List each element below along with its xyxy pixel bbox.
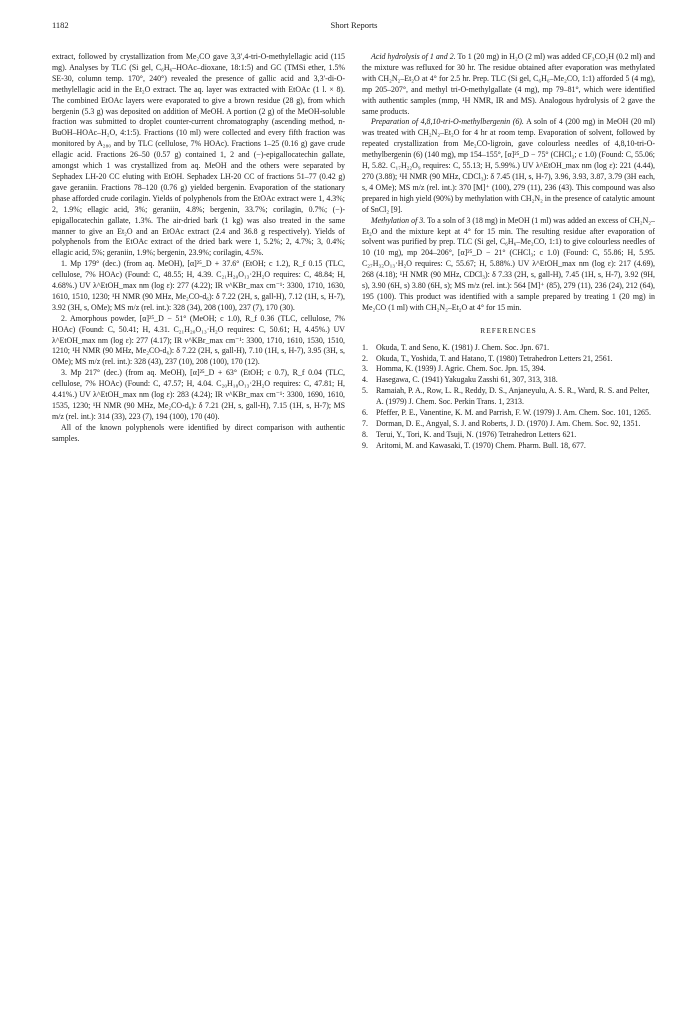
methylation-section (362, 216, 655, 314)
reference-number: 4. (362, 375, 368, 385)
identification-note: All of the known polyphenols were identified by direct comparison with authentic samples. (52, 422, 345, 443)
reference-text: Aritomi, M. and Kawasaki, T. (1970) Chem. Pharm. Bull. 18, 677. (376, 440, 586, 450)
section-text: A soln of 4 (200 mg) in MeOH (20 ml) was treated with CH₂N₂–Et₂O for 4 hr at room temp. Evaporation of solvent, followed by repeated crystallization from Me₂CO-ligroin, gave colourless needles of 4,8,10-tri-O-methylbergenin (6) (140 mg), mp 154–155°, [α]²⁵_D − 75° (CHCl₃; c 1.0) (Found: C, 55.06; H, 5.82. C₁₇H₂₂O₉ requires: C, 55.13; H, 5.99%.) UV λ^EtOH_max nm (log ε): 221 (4.44), 270 (3.88); ¹H NMR (90 MHz, CDCl₃): δ 7.45 (1H, s, H-7), 3.96, 3.93, 3.87, 3.79 (3H each, s, 4 OMe); MS m/z (rel. int.): 370 [M]⁺ (100), 279 (11), 236 (43). This compound was also prepared in high yield (90%) by methylation with CH₂N₂ in the presence of catalytic amount of SnCl₂ [9]. (362, 117, 656, 214)
reference-item (362, 375, 655, 386)
section-text: To a soln of 3 (18 mg) in MeOH (1 ml) was added an excess of CH₂N₂–Et₂O and the mixture kept at 4° for 15 min. The resulting residue after evaporation of solvent was purified by prep. TLC (Si gel, C₆H₆–Me₂CO, 1:1) to give colourless needles of 10 (10 mg), mp 204–206°, [α]²⁵_D − 21° (CHCl₃; c 1.0) (Found: C, 55.86; H, 5.95. C₂₇H₃₂O₁₃·H₂O requires: C, 55.67; H, 5.88%.) UV λ^EtOH_max nm (log ε): 217 (4.69), 268 (4.18); ¹H NMR (90 MHz, CDCl₃): δ 7.33 (2H, s, gall-H), 7.45 (1H, s, H-7), 3.92 (9H, s), 3.90 (6H, s) 3.80 (6H, s); MS m/z (rel. int.): 564 [M]⁺ (85), 279 (11), 236 (24), 212 (64), 195 (100). This product was identified with a sample prepared by treating 1 (20 mg) in Me₂CO (1 ml) with CH₂N₂–Et₂O at 4° for 15 min. (362, 215, 655, 312)
page-header (52, 20, 656, 34)
reference-item (362, 419, 655, 430)
reference-item (362, 441, 655, 452)
reference-item (362, 386, 655, 408)
reference-number: 6. (362, 408, 368, 418)
compound-1-data: 1. Mp 179° (dec.) (from aq. MeOH), [α]²⁵_D + 37.6° (EtOH; c 1.2), R_f 0.15 (TLC, cellulose, 7% HOAc) (Found: C, 48.55; H, 4.39. C₂₁H₂₀O₁₃·2H₂O requires: C, 48.84; H, 4.68%.) UV λ^EtOH_max nm (log ε): 277 (4.22); IR ν^KBr_max cm⁻¹: 3300, 1710, 1630, 1610, 1510, 1230; ¹H NMR (90 MHz, Me₂CO-d₆): δ 7.22 (2H, s, gall-H), 7.12 (1H, s, H-7), 3.92 (3H, s, OMe); MS m/z (rel. int.): 328 (34), 208 (100), 237 (7), 170 (30). (52, 259, 345, 312)
page-number: 1182 (52, 20, 69, 30)
reference-item (362, 343, 655, 354)
reference-number: 7. (362, 419, 368, 428)
reference-item (362, 354, 655, 365)
reference-text: Dorman, D. E., Angyal, S. J. and Roberts, J. D. (1970) J. Am. Chem. Soc. 92, 1351. (376, 419, 641, 428)
reference-item (362, 364, 655, 375)
reference-number: 3. (362, 364, 368, 374)
reference-number: 1. (362, 342, 368, 352)
right-column (362, 52, 655, 452)
reference-number: 2. (362, 353, 368, 363)
reference-text: Terui, Y., Tori, K. and Tsuji, N. (1976) Tetrahedron Letters 621. (376, 429, 577, 439)
reference-text: Homma, K. (1939) J. Agric. Chem. Soc. Jpn. 15, 394. (376, 364, 546, 374)
references-heading: REFERENCES (480, 325, 537, 335)
reference-text: Okuda, T. and Seno, K. (1981) J. Chem. Soc. Jpn. 671. (376, 342, 550, 352)
reference-text: Hasegawa, C. (1941) Yakugaku Zasshi 61, 307, 313, 318. (376, 375, 558, 385)
running-title: Short Reports (330, 20, 378, 30)
experimental-paragraph: extract, followed by crystallization from Me₂CO gave 3,3′,4-tri-O-methylellagic acid (115 mg). Analyses by TLC (Si gel, C₆H₆–HOAc–dioxane, 18:1:5) and GC (TMSi ether, 1.5% SE-30, column temp. 170°, 240°) revealed the presence of gallic acid and 3,3′-di-O-methylellagic acid in the Et₂O extract. The aq. layer was extracted with EtOAc (1 l. × 8). The combined EtOAc layers were evaporated to give a brown residue (28 g), from which bergenin (5.3 g) was deposited on addition of MeOH. A portion (2 g) of the MeOH-soluble fraction was submitted to droplet counter-current chromatography (ascending method, n-BuOH–HOAc–H₂O, 4:1:5). Fractions (10 ml) were collected and every fifth fraction was monitored by A₂₈₀ and by TLC (cellulose, 7% HOAc). Fractions 1–25 (0.16 g) gave crude ellagic acid. Fractions 26–50 (0.57 g) contained 1, 2 and (−)-epigallocatechin gallate, amongst which 1 was crystallized from aq. MeOH and the others were separated by Sephadex LH-20 CC eluting with EtOH. Sephadex LH-20 CC of fractions 51–77 (0.42 g) gave geraniin. Fractions 78–120 (0.76 g) yielded bergenin. Evaporation of the stationary phase afforded crude corilagin. Yields of polyphenols from the EtOAc extract were 1, 4.3%; 2, 1.9%; ellagic acid, 3%; geraniin, 4.8%; bergenin, 33.7%; corilagin, 0.7%; (−)-epigallocatechin gallate, 1.3%. The air-dried bark (1 kg) was also treated in the same manner to give an Et₂O and an EtOAc extract (2.4 and 36.8 g respectively). Yields of polyphenols from the EtOAc extract of the dried bark were 1, 5.2%; 2, 4.7%; 3, 0.4%; ellagic acid, 5%; geraniin, 1.9%; bergenin, 23.9%; corilagin, 4.5%. (52, 52, 345, 258)
reference-number: 9. (362, 440, 368, 450)
section-lead: Preparation of 4,8,10-tri-O-methylbergenin (6). (371, 117, 524, 127)
preparation-section (362, 117, 655, 215)
reference-text: Okuda, T., Yoshida, T. and Hatano, T. (1980) Tetrahedron Letters 21, 2561. (376, 353, 613, 363)
reference-text: Pfeffer, P. E., Vanentine, K. M. and Parrish, F. W. (1979) J. Am. Chem. Soc. 101, 1265. (376, 408, 651, 418)
section-lead: Acid hydrolysis of 1 and 2. (371, 52, 456, 61)
section-text: To 1 (20 mg) in H₂O (2 ml) was added CF₃CO₂H (0.2 ml) and the mixture was refluxed for 30 hr. The residue obtained after evaporation was methylated with CH₂N₂–Et₂O at 4° for 2.5 hr. Prep. TLC (Si gel, C₆H₆–Me₂CO, 1:1) afforded 5 (4 mg), mp 205–207°, and methyl tri-O-methylgallate (4 mg), mp 79–81°, which were identified with authentic samples (mmp, ¹H NMR, IR and MS). Analogous hydrolysis of 2 gave the same products. (362, 52, 655, 116)
reference-list (362, 343, 655, 452)
reference-number: 5. (362, 386, 368, 396)
compound-2-data: 2. Amorphous powder, [α]²⁵_D − 51° (MeOH; c 1.0), R_f 0.36 (TLC, cellulose, 7% HOAc) (Found: C, 50.41; H, 4.31. C₂₁H₂₀O₁₃·H₂O requires: C, 50.61; H, 4.45%.) UV λ^EtOH_max nm (log ε): 277 (4.17); IR ν^KBr_max cm⁻¹: 3300, 1710, 1610, 1530, 1510, 1210; ¹H NMR (90 MHz, Me₂CO-d₆): δ 7.22 (2H, s, gall-H), 7.10 (1H, s, H-7), 3.95 (3H, s, OMe); MS m/z (rel. int.): 328 (43), 237 (10), 208 (100), 170 (12). (52, 313, 345, 367)
acid-hydrolysis-section (362, 52, 655, 117)
reference-item (362, 408, 655, 419)
reference-text: Ramaiah, P. A., Row, L. R., Reddy, D. S., Anjaneyulu, A. S. R., Ward, R. S. and Pelter, A. (1979) J. Chem. Soc. Perkin Trans. 1, 2313. (376, 386, 650, 407)
compound-3-data: 3. Mp 217° (dec.) (from aq. MeOH), [α]²⁵_D + 63° (EtOH; c 0.7), R_f 0.04 (TLC, cellulose, 7% HOAc) (Found: C, 47.57; H, 4.04. C₂₀H₁₈O₁₃·2H₂O requires: C, 47.81; H, 4.41%.) UV λ^EtOH_max nm (log ε): 283 (4.24); IR ν^KBr_max cm⁻¹: 3300, 1690, 1610, 1535, 1230; ¹H NMR (90 MHz, Me₂CO-d₆): δ 7.21 (2H, s, gall-H), 7.15 (1H, s, H-7); MS m/z (rel. int.): 314 (33), 223 (7), 194 (100), 170 (40). (52, 368, 345, 421)
section-lead: Methylation of 3. (371, 215, 426, 225)
left-column (52, 52, 345, 445)
reference-item (362, 430, 655, 441)
reference-number: 8. (362, 429, 368, 439)
